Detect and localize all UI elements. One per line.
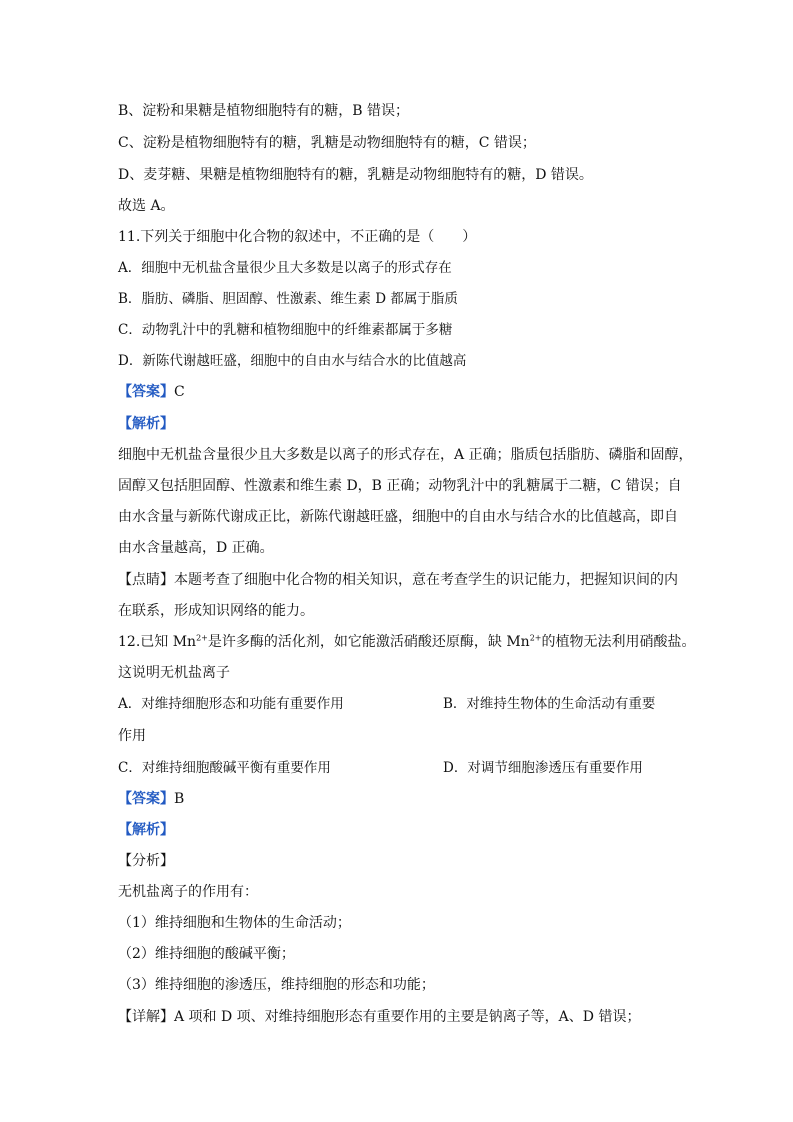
q11-analysis-heading xyxy=(118,414,678,434)
q12-fenxi-item: （1）维持细胞和生物体的生命活动； xyxy=(118,915,351,931)
answer-value: B xyxy=(174,791,185,807)
q11-option-d: D．新陈代谢越旺盛，细胞中的自由水与结合水的比值越高 xyxy=(118,353,467,369)
answer-tag: 【答案】 xyxy=(118,791,174,807)
superscript: 2+ xyxy=(529,633,542,643)
q11-option-c: C．动物乳汁中的乳糖和植物细胞中的纤维素都属于多糖 xyxy=(118,322,453,338)
q12-option-a: A．对维持细胞形态和功能有重要作用 xyxy=(118,696,344,712)
q12-option-d: D．对调节细胞渗透压有重要作用 xyxy=(443,760,643,776)
q11-comment xyxy=(118,570,678,590)
q12-stem-line2: 这说明无机盐离子 xyxy=(118,665,230,681)
detail-tag: 【详解】 xyxy=(118,1009,174,1025)
q12-stem-part: 是许多酶的活化剂，如它能激活硝酸还原酶，缺 Mn xyxy=(207,634,530,650)
q12-fenxi-heading: 【分析】 xyxy=(118,853,174,869)
comment-tag: 【点睛】 xyxy=(118,572,174,588)
q11-analysis-line: 固醇又包括胆固醇、性激素和维生素 D，B 正确；动物乳汁中的乳糖属于二糖，C 错误；自 xyxy=(118,478,682,494)
q12-stem-part: 12.已知 Mn xyxy=(118,634,197,650)
q10-option-c-explanation: C、淀粉是植物细胞特有的糖，乳糖是动物细胞特有的糖，C 错误； xyxy=(118,135,536,151)
q12-fenxi-item: （3）维持细胞的渗透压，维持细胞的形态和功能； xyxy=(118,977,435,993)
q11-analysis-line: 由水含量越高，D 正确。 xyxy=(118,540,274,556)
detail-text: A 项和 D 项、对维持细胞形态有重要作用的主要是钠离子等，A、D 错误； xyxy=(174,1009,641,1025)
q12-detail xyxy=(118,1007,678,1027)
q12-option-b: B．对维持生物体的生命活动有重要 xyxy=(443,696,656,712)
q11-analysis-line: 由水含量与新陈代谢成正比，新陈代谢越旺盛，细胞中的自由水与结合水的比值越高，即自 xyxy=(118,509,678,525)
analysis-tag: 【解析】 xyxy=(118,822,174,838)
q12-option-b-wrap: 作用 xyxy=(118,728,146,744)
q11-comment-line: 在联系，形成知识网络的能力。 xyxy=(118,603,314,619)
answer-value: C xyxy=(174,384,185,400)
q12-stem xyxy=(118,632,696,652)
q10-option-d-explanation: D、麦芽糖、果糖是植物细胞特有的糖，乳糖是动物细胞特有的糖，D 错误。 xyxy=(118,167,593,183)
q10-option-b-explanation: B、淀粉和果糖是植物细胞特有的糖，B 错误； xyxy=(118,103,410,119)
q10-conclusion: 故选 A。 xyxy=(118,198,175,214)
comment-text: 本题考查了细胞中化合物的相关知识，意在考查学生的识记能力，把握知识间的内 xyxy=(174,572,678,588)
q11-stem: 11.下列关于细胞中化合物的叙述中，不正确的是（ ） xyxy=(118,229,477,245)
q12-fenxi-intro: 无机盐离子的作用有： xyxy=(118,884,258,900)
q12-fenxi-item: （2）维持细胞的酸碱平衡； xyxy=(118,946,295,962)
q11-answer xyxy=(118,382,678,402)
superscript: 2+ xyxy=(196,633,208,643)
q11-option-b: B．脂肪、磷脂、胆固醇、性激素、维生素 D 都属于脂质 xyxy=(118,291,458,307)
q11-analysis-line: 细胞中无机盐含量很少且大多数是以离子的形式存在，A 正确；脂质包括脂肪、磷脂和固醇， xyxy=(118,447,693,463)
q12-option-c: C．对维持细胞酸碱平衡有重要作用 xyxy=(118,760,331,776)
analysis-tag: 【解析】 xyxy=(118,416,174,432)
q12-stem-part: 的植物无法利用硝酸盐。 xyxy=(541,634,696,650)
answer-tag: 【答案】 xyxy=(118,384,174,400)
q12-analysis-heading xyxy=(118,820,678,840)
q11-option-a: A．细胞中无机盐含量很少且大多数是以离子的形式存在 xyxy=(118,260,452,276)
q12-answer xyxy=(118,789,678,809)
